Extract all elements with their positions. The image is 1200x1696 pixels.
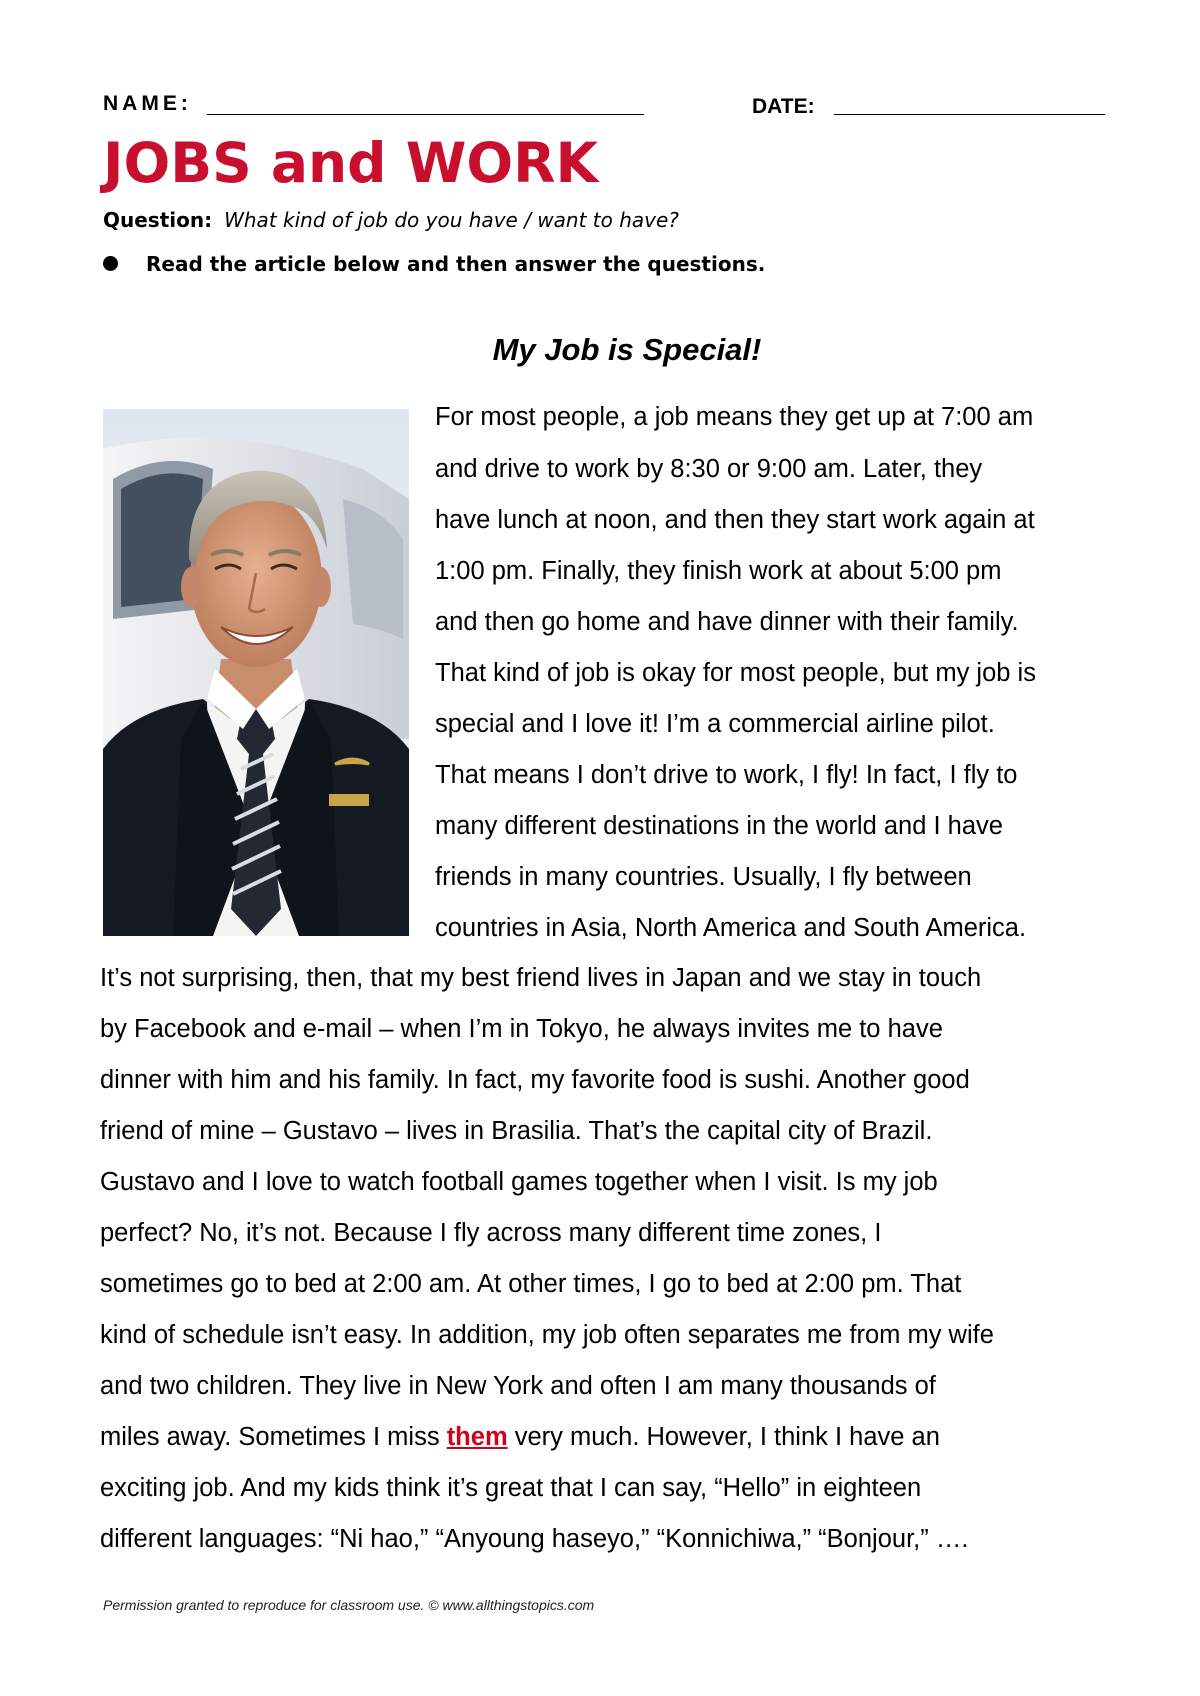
article-line: friends in many countries. Usually, I fly between: [435, 863, 972, 891]
article-line: 1:00 pm. Finally, they finish work at about 5:00 pm: [435, 557, 1002, 585]
article-line: many different destinations in the world and I have: [435, 812, 1003, 840]
article-line: dinner with him and his family. In fact, my favorite food is sushi. Another good: [100, 1066, 970, 1094]
question-text: What kind of job do you have / want to have?: [224, 208, 679, 232]
article-line: For most people, a job means they get up at 7:00 am: [435, 403, 1034, 431]
article-line: and two children. They live in New York and often I am many thousands of: [100, 1372, 936, 1400]
article-line: special and I love it! I’m a commercial airline pilot.: [435, 710, 995, 738]
article-line: sometimes go to bed at 2:00 am. At other times, I go to bed at 2:00 pm. That: [100, 1270, 962, 1298]
text-before: miles away. Sometimes I miss: [100, 1423, 447, 1451]
pilot-photo: [103, 409, 409, 936]
article-line: It’s not surprising, then, that my best friend lives in Japan and we stay in touch: [100, 964, 982, 992]
article-line: by Facebook and e-mail – when I’m in Tokyo, he always invites me to have: [100, 1015, 943, 1043]
date-field-line[interactable]: [834, 114, 1105, 115]
article-line: kind of schedule isn’t easy. In addition, my job often separates me from my wife: [100, 1321, 994, 1349]
article-title: My Job is Special!: [492, 332, 762, 367]
instruction: [103, 252, 765, 276]
article-line: friend of mine – Gustavo – lives in Brasilia. That’s the capital city of Brazil.: [100, 1117, 933, 1145]
article-line: different languages: “Ni hao,” “Anyoung haseyo,” “Konnichiwa,” “Bonjour,” ….: [100, 1525, 969, 1553]
name-label: NAME:: [103, 92, 192, 115]
worksheet-title: JOBS and WORK: [103, 131, 599, 195]
article-line: and then go home and have dinner with their family.: [435, 608, 1019, 636]
article-line: Gustavo and I love to watch football games together when I visit. Is my job: [100, 1168, 938, 1196]
instruction-text: Read the article below and then answer the questions.: [146, 252, 766, 276]
question-label: Question:: [103, 208, 213, 232]
article-line-them: [100, 1425, 940, 1451]
article-line: exciting job. And my kids think it’s great that I can say, “Hello” in eighteen: [100, 1474, 922, 1502]
article-line: and drive to work by 8:30 or 9:00 am. Later, they: [435, 455, 983, 483]
text-after: very much. However, I think I have an: [507, 1423, 940, 1451]
question: [103, 208, 679, 233]
article-line: countries in Asia, North America and South America.: [435, 914, 1027, 942]
bullet-icon: [103, 256, 118, 271]
article-line: That kind of job is okay for most people, but my job is: [435, 659, 1036, 687]
highlighted-word: them: [446, 1423, 508, 1451]
article-line: perfect? No, it’s not. Because I fly across many different time zones, I: [100, 1219, 882, 1247]
footer-permission: Permission granted to reproduce for classroom use. © www.allthingstopics.com: [103, 1597, 595, 1613]
date-label: DATE:: [752, 95, 815, 118]
article-line: That means I don’t drive to work, I fly! In fact, I fly to: [435, 761, 1018, 789]
name-field-line[interactable]: [207, 114, 644, 115]
article-line: have lunch at noon, and then they start work again at: [435, 506, 1035, 534]
